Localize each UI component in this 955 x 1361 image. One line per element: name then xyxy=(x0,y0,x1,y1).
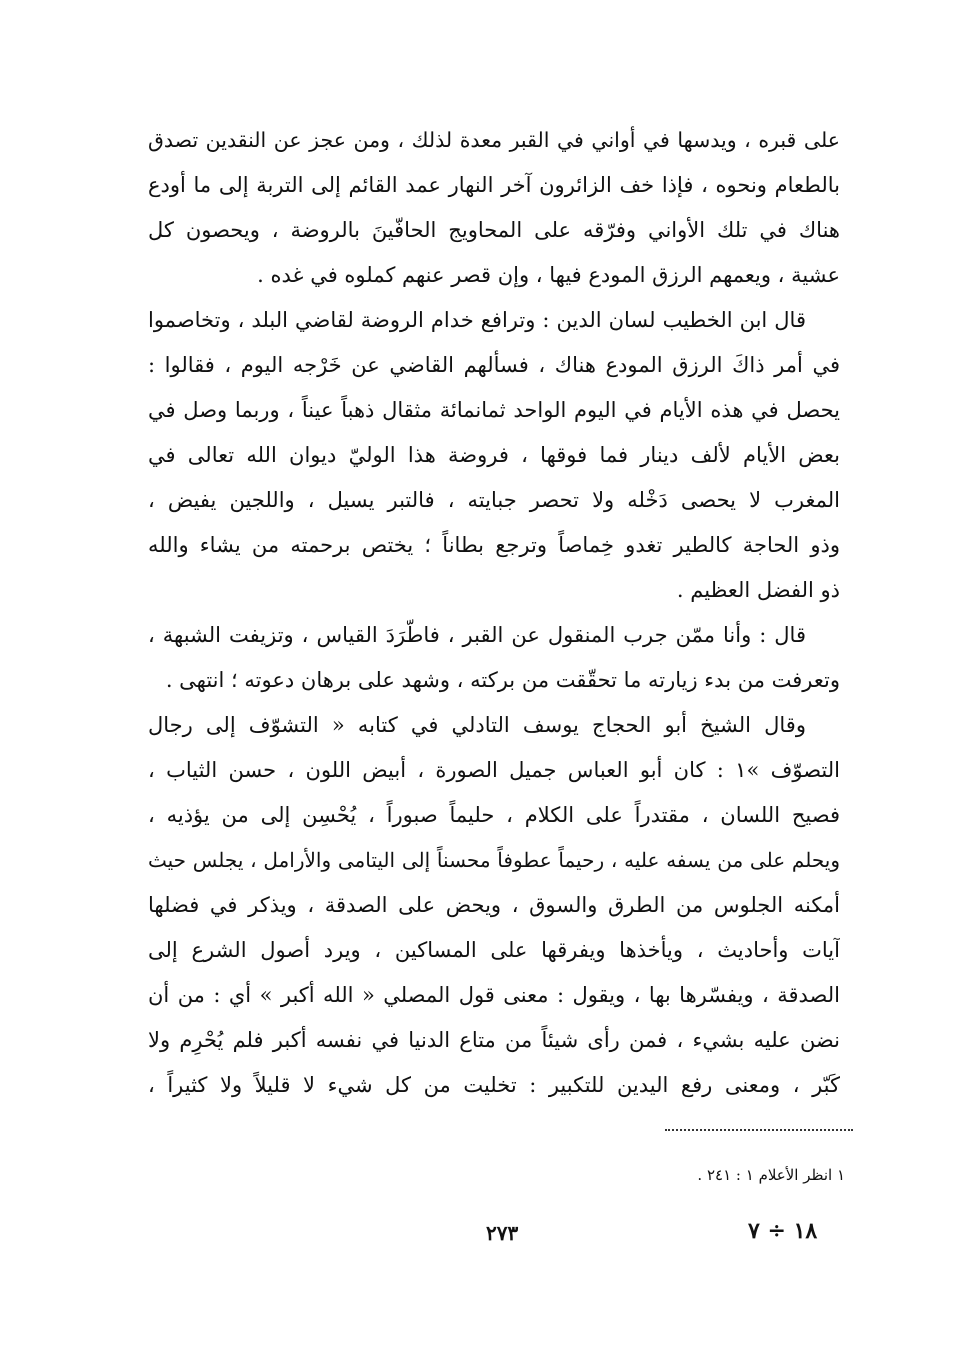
text-line: الصدقة ، ويفسّرها بها ، ويقول : معنى قول المصلي « الله أكبر » أي : من أن xyxy=(148,983,840,1007)
text-line: وتعرفت من بدء زيارته ما تحقّقت من بركته ، وشهد على برهان دعوته ؛ انتهى . xyxy=(165,668,840,692)
text-line: بعض الأيام لألف دينار فما فوقها ، فروضة هذا الوليّ ديوان الله تعالى في xyxy=(148,443,840,467)
text-line: يحصل في هذه الأيام في اليوم الواحد ثمانمائة مثقال ذهباً عيناً ، وربما وصل في xyxy=(148,398,840,422)
text-line: آيات وأحاديث ، ويأخذها ويفرقها على المساكين ، ويرد أصول الشرع إلى xyxy=(148,938,840,962)
text-line: وقال الشيخ أبو الحجاج يوسف التادلي في كتابه « التشوّف إلى رجال xyxy=(148,713,806,737)
text-line: كَبّر ، ومعنى رفع اليدين للتكبير : تخليت من كل شيء لا قليلاً ولا كثيراً ، xyxy=(148,1073,840,1097)
text-line: المغرب لا يحصى دَخْله ولا تحصر جبايته ، فالتبر يسيل ، واللجين يفيض ، xyxy=(148,488,840,512)
text-line: نضن عليه بشيء ، فمن رأى شيئاً من متاع الدنيا في نفسه أكبر فلم يُحْرِم ولا xyxy=(148,1028,840,1052)
text-line: أمكنه الجلوس من الطرق والسوق ، ويحض على الصدقة ، ويذكر في فضلها xyxy=(148,893,840,917)
text-line: هناك في تلك الأواني وفرّقه على المحاويج الحافّينَ بالروضة ، ويحصون كل xyxy=(148,218,840,242)
printer-signature: ١٨ ÷ ٧ xyxy=(748,1218,818,1244)
footnote: ١ انظر الأعلام ١ : ٢٤١ . xyxy=(697,1166,845,1184)
text-line: بالطعام ونحوه ، فإذا خف الزائرون آخر النهار عمد القائم إلى التربة إلى ما أودع xyxy=(148,173,840,197)
text-line: ذو الفضل العظيم . xyxy=(676,578,840,602)
text-line: عشية ، ويعمهم الرزق المودع فيها ، وإن قصر عنهم كملوه في غده . xyxy=(257,263,840,287)
text-line: قال : وأنا ممّن جرب المنقول عن القبر ، فاطّرَدَ القياس ، وتزيفت الشبهة ، xyxy=(148,623,806,647)
footnote-divider xyxy=(665,1129,853,1131)
text-line: التصوّف »١ : كان أبو العباس جميل الصورة ، أبيض اللون ، حسن الثياب ، xyxy=(148,758,840,782)
page-number: ٢٧٣ xyxy=(486,1221,519,1245)
text-line: وذو الحاجة كالطير تغدو خِماصاً وترجع بطاناً ؛ يختص برحمته من يشاء والله xyxy=(148,533,840,557)
text-line: في أمر ذاكَ الرزق المودع هناك ، فسألهم القاضي عن خَرْجه اليوم ، فقالوا : xyxy=(148,353,840,377)
text-line: قال ابن الخطيب لسان الدين : وترافع خدام الروضة لقاضي البلد ، وتخاصموا xyxy=(148,308,806,332)
text-line: فصيح اللسان ، مقتدراً على الكلام ، حليماً صبوراً ، يُحْسِن إلى من يؤذيه ، xyxy=(148,803,840,827)
body-text xyxy=(148,118,840,1108)
text-line: ويحلم على من يسفه عليه ، رحيماً عطوفاً محسناً إلى اليتامى والأرامل ، يجلس حيث xyxy=(148,848,840,872)
text-line: على قبره ، ويدسها في أواني في القبر معدة لذلك ، ومن عجز عن النقدين تصدق xyxy=(148,128,840,152)
